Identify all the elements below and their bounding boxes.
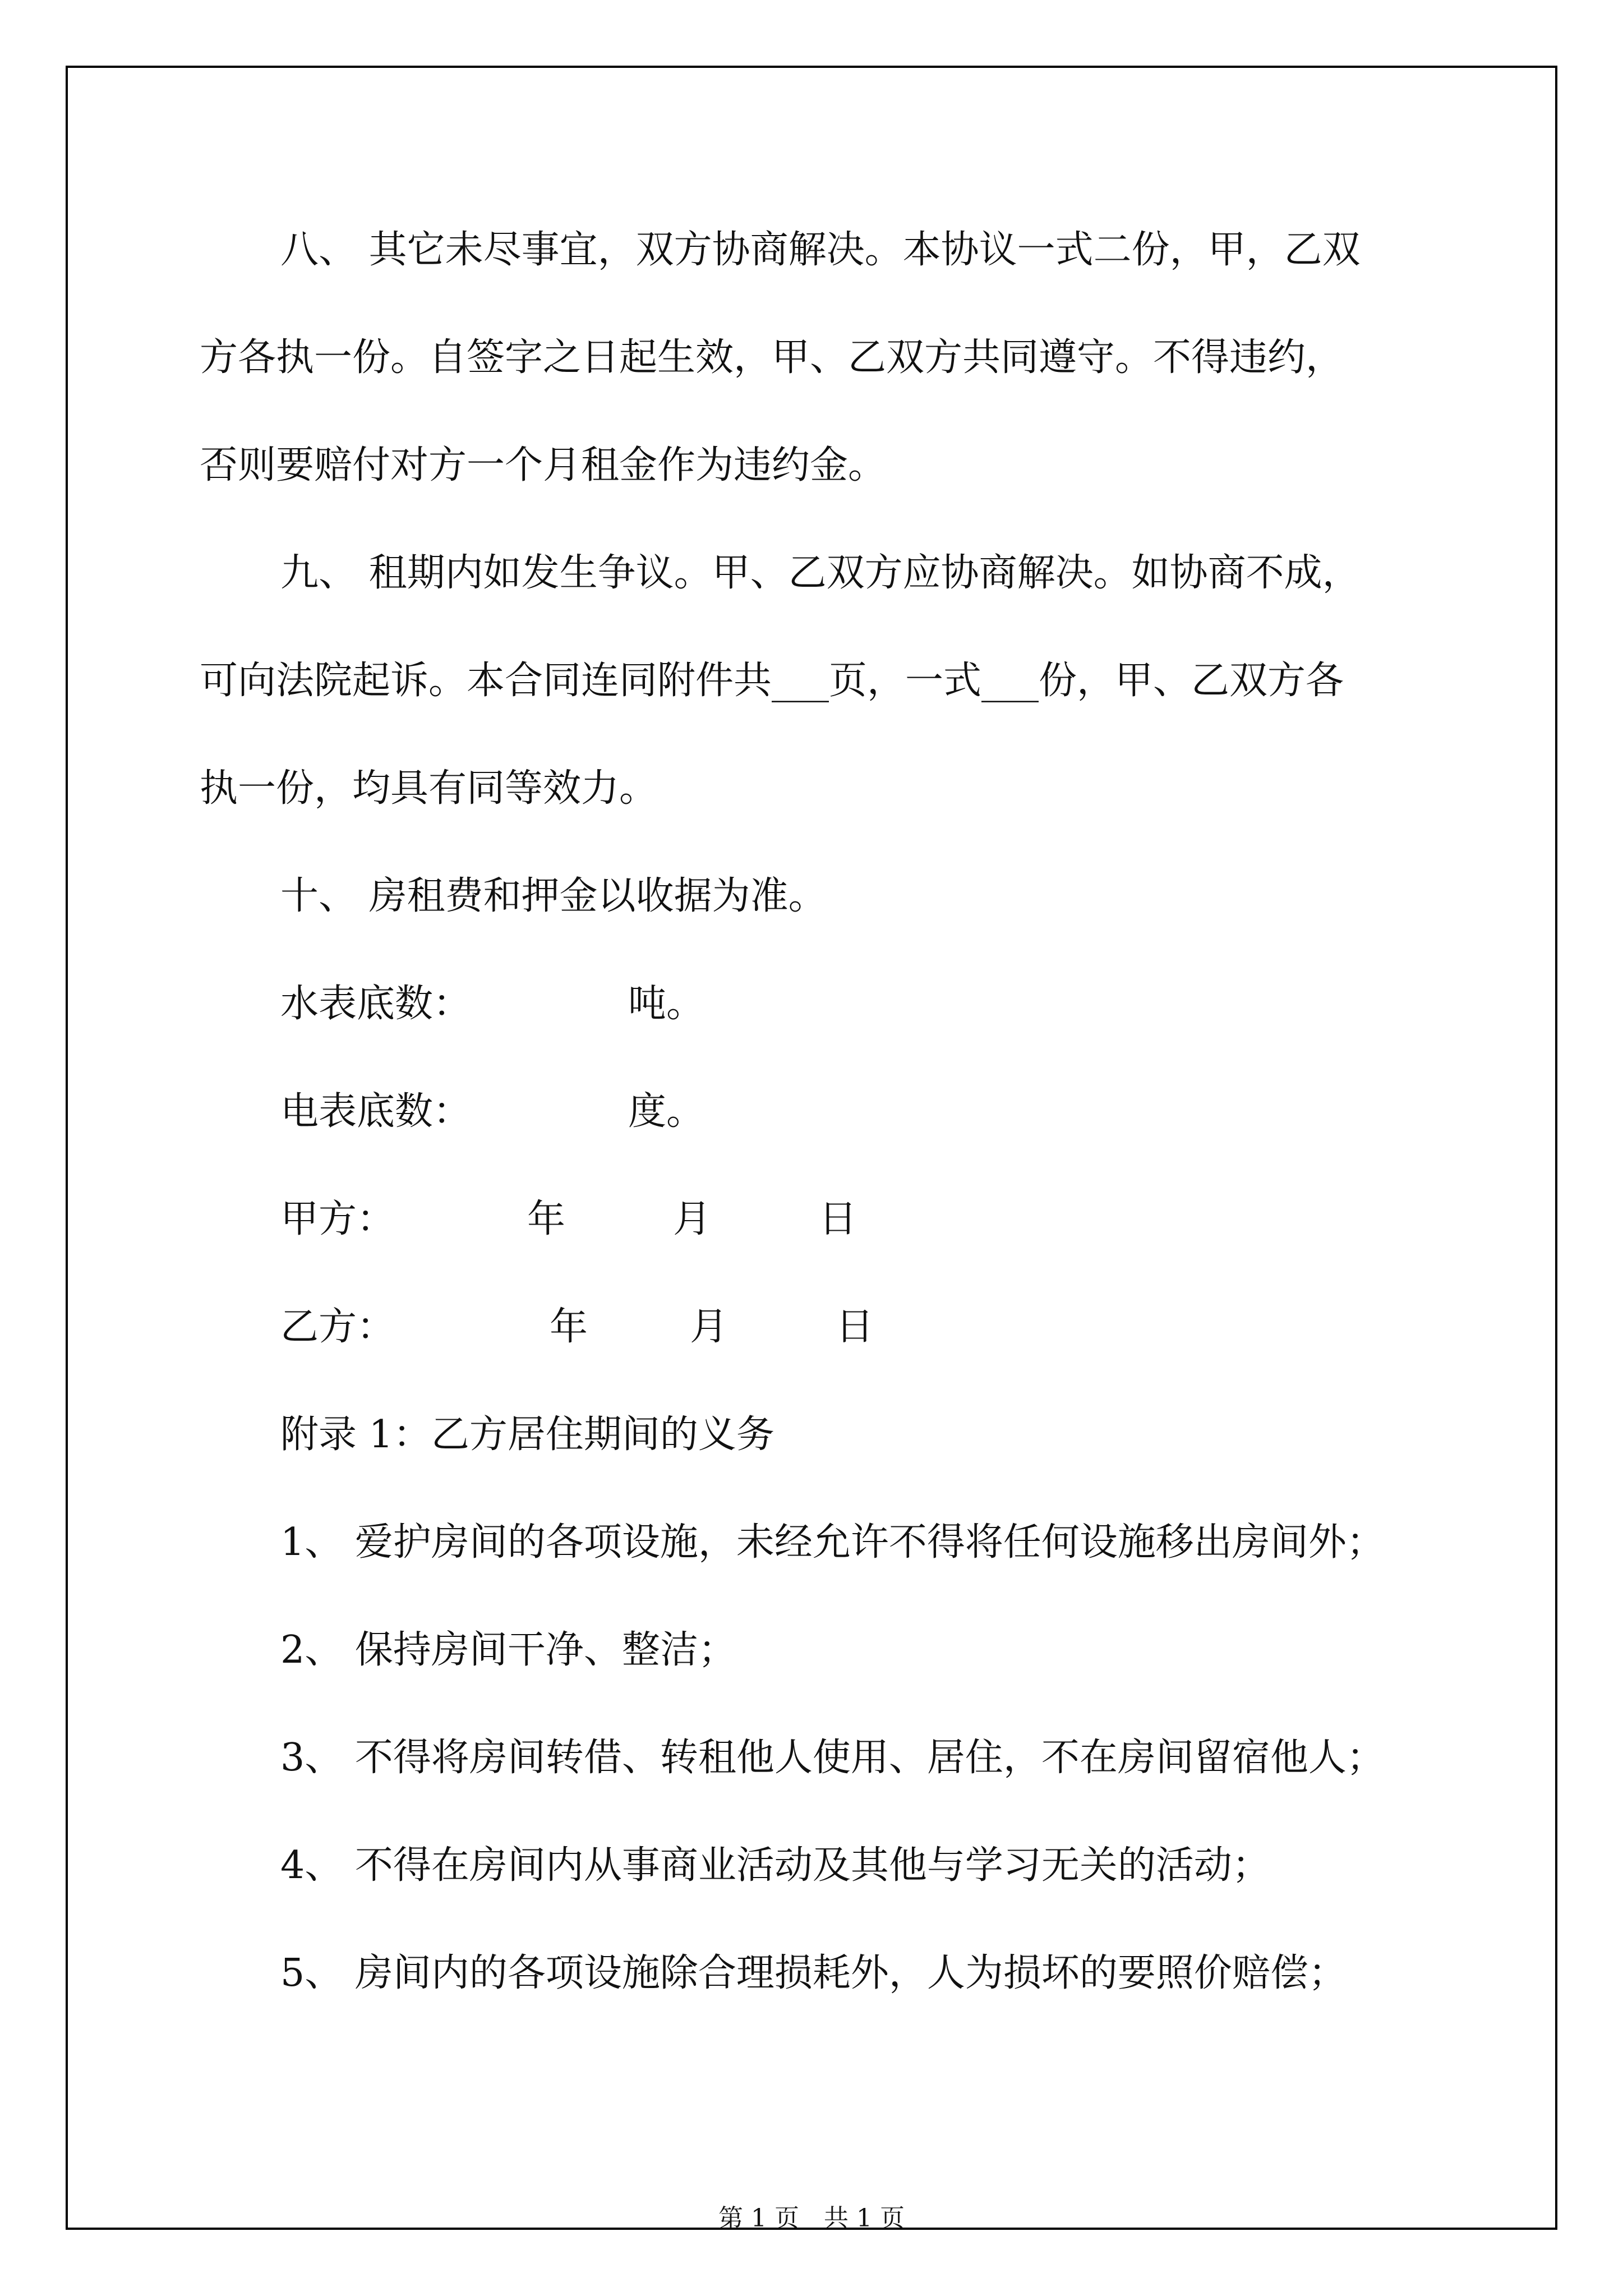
party-b-day: 日 <box>836 1305 874 1349</box>
party-a-month: 月 <box>673 1197 712 1241</box>
party-b-label: 乙方： <box>280 1305 395 1349</box>
appendix-item-2: 2、 保持房间干净、整洁； <box>280 1628 736 1672</box>
party-b-year: 年 <box>550 1305 588 1349</box>
clause-9-line-3: 执一份，均具有同等效力。 <box>200 766 658 811</box>
party-a-day: 日 <box>819 1197 857 1241</box>
electric-meter-label: 电表底数： <box>280 1089 472 1134</box>
appendix-item-1: 1、 爱护房间的各项设施，未经允许不得将任何设施移出房间外； <box>280 1520 1385 1565</box>
party-a-signature-row <box>280 1197 953 1245</box>
clause-8-line-3: 否则要赔付对方一个月租金作为违约金。 <box>200 443 887 487</box>
party-a-year: 年 <box>527 1197 566 1241</box>
page-footer <box>0 2198 1623 2234</box>
page-border <box>66 66 1557 2230</box>
clause-9-line-1: 九、 租期内如发生争议。甲、乙双方应协商解决。如协商不成， <box>280 551 1361 595</box>
clause-10: 十、 房租费和押金以收据为准。 <box>280 874 827 918</box>
appendix-item-3: 3、 不得将房间转借、转租他人使用、居住，不在房间留宿他人； <box>280 1736 1385 1780</box>
clause-8-line-1: 八、 其它未尽事宜，双方协商解决。本协议一式二份，甲，乙双 <box>280 228 1361 272</box>
electric-meter-row <box>280 1089 729 1138</box>
appendix-item-4: 4、 不得在房间内从事商业活动及其他与学习无关的活动； <box>280 1843 1270 1888</box>
electric-meter-unit: 度。 <box>628 1089 705 1134</box>
page-number: 第 1 页 <box>718 2204 799 2233</box>
clause-9-line-2: 可向法院起诉。本合同连同附件共___页，一式___份，甲、乙双方各 <box>200 659 1344 703</box>
party-a-label: 甲方： <box>280 1197 395 1241</box>
water-meter-label: 水表底数： <box>280 982 472 1026</box>
clause-8-line-2: 方各执一份。自签字之日起生效，甲、乙双方共同遵守。不得违约， <box>200 335 1344 380</box>
water-meter-row <box>280 982 729 1030</box>
appendix-item-5: 5、 房间内的各项设施除合理损耗外，人为损坏的要照价赔偿； <box>280 1951 1347 1995</box>
party-b-signature-row <box>280 1305 1009 1353</box>
party-b-month: 月 <box>690 1305 728 1349</box>
page-total: 共 1 页 <box>824 2204 905 2233</box>
water-meter-unit: 吨。 <box>628 982 705 1026</box>
appendix-title: 附录 1：乙方居住期间的义务 <box>280 1412 774 1457</box>
